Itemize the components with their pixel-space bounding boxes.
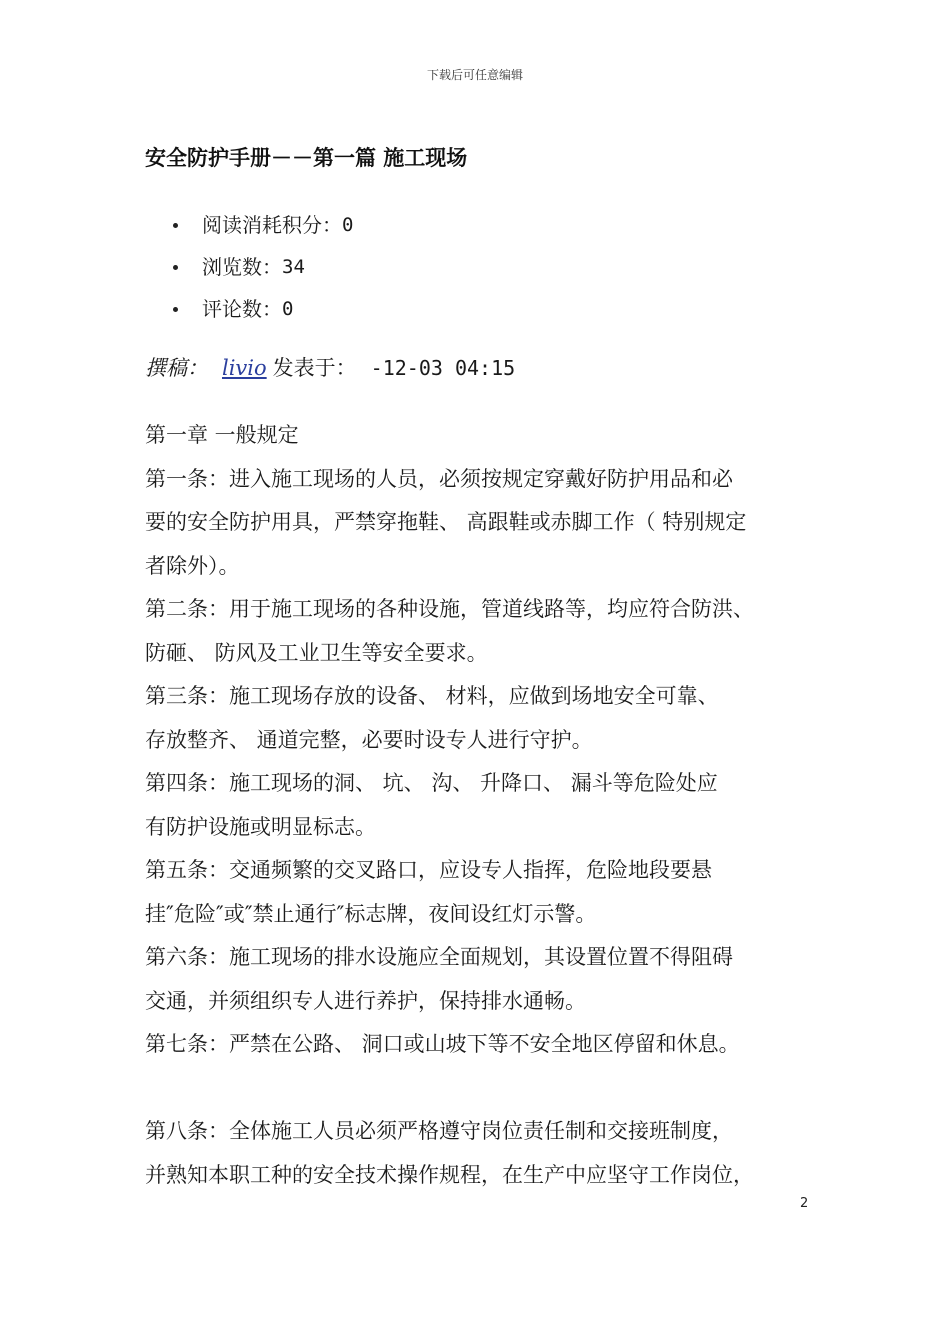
body-line: 第五条：交通频繁的交叉路口，应设专人指挥，危险地段要悬 bbox=[145, 858, 712, 882]
body-line: 者除外）。 bbox=[145, 553, 240, 578]
body-line: 第三条：施工现场存放的设备、 材料，应做到场地安全可靠、 bbox=[145, 684, 719, 708]
body-line: 存放整齐、 通道完整，必要时设专人进行守护。 bbox=[145, 727, 593, 752]
body-line: 要的安全防护用具，严禁穿拖鞋、 高跟鞋或赤脚工作（ 特别规定 bbox=[145, 510, 747, 534]
body-line: 第七条：严禁在公路、 洞口或山坡下等不安全地区停留和休息。 bbox=[145, 1032, 740, 1056]
bullet-icon bbox=[173, 223, 178, 228]
chapter-heading: 第一章 一般规定 bbox=[145, 423, 299, 447]
stat-label: 浏览数： bbox=[202, 255, 282, 279]
stat-views bbox=[170, 246, 353, 288]
body-line: 挂″危险″或″禁止通行″标志牌，夜间设红灯示警。 bbox=[145, 901, 597, 926]
author-link[interactable]: livio bbox=[222, 356, 267, 380]
document-title: 安全防护手册－－第一篇 施工现场 bbox=[145, 146, 468, 170]
body-line: 第四条：施工现场的洞、 坑、 沟、 升降口、 漏斗等危险处应 bbox=[145, 771, 718, 795]
stat-comments bbox=[170, 288, 353, 330]
stat-label: 评论数： bbox=[202, 297, 282, 321]
post-date: -12-03 04:15 bbox=[370, 356, 516, 380]
body-line: 交通，并须组织专人进行养护，保持排水通畅。 bbox=[145, 988, 586, 1013]
bullet-icon bbox=[173, 307, 178, 312]
article-stats-list bbox=[170, 204, 353, 330]
page-number: 2 bbox=[800, 1196, 809, 1211]
stat-label: 阅读消耗积分： bbox=[202, 213, 342, 237]
body-line: 并熟知本职工种的安全技术操作规程，在生产中应坚守工作岗位， bbox=[145, 1162, 754, 1187]
body-line: 有防护设施或明显标志。 bbox=[145, 814, 376, 839]
bullet-icon bbox=[173, 265, 178, 270]
posted-label: 发表于： bbox=[272, 356, 357, 380]
stat-value: 0 bbox=[282, 298, 294, 320]
body-line: 第二条：用于施工现场的各种设施，管道线路等，均应符合防洪、 bbox=[145, 597, 754, 621]
paragraph-gap bbox=[145, 1067, 815, 1111]
article-body bbox=[145, 414, 815, 1197]
body-line: 第六条：施工现场的排水设施应全面规划，其设置位置不得阻碍 bbox=[145, 945, 733, 969]
stat-value: 0 bbox=[342, 214, 354, 236]
page-header-note: 下载后可任意编辑 bbox=[426, 68, 523, 82]
body-line: 第八条：全体施工人员必须严格遵守岗位责任制和交接班制度， bbox=[145, 1119, 733, 1143]
stat-value: 34 bbox=[282, 256, 305, 278]
body-line: 防砸、 防风及工业卫生等安全要求。 bbox=[145, 640, 488, 665]
byline-lead: 撰稿： bbox=[145, 356, 208, 380]
body-line: 第一条：进入施工现场的人员，必须按规定穿戴好防护用品和必 bbox=[145, 466, 733, 491]
byline bbox=[145, 352, 515, 382]
stat-read-cost bbox=[170, 204, 353, 246]
